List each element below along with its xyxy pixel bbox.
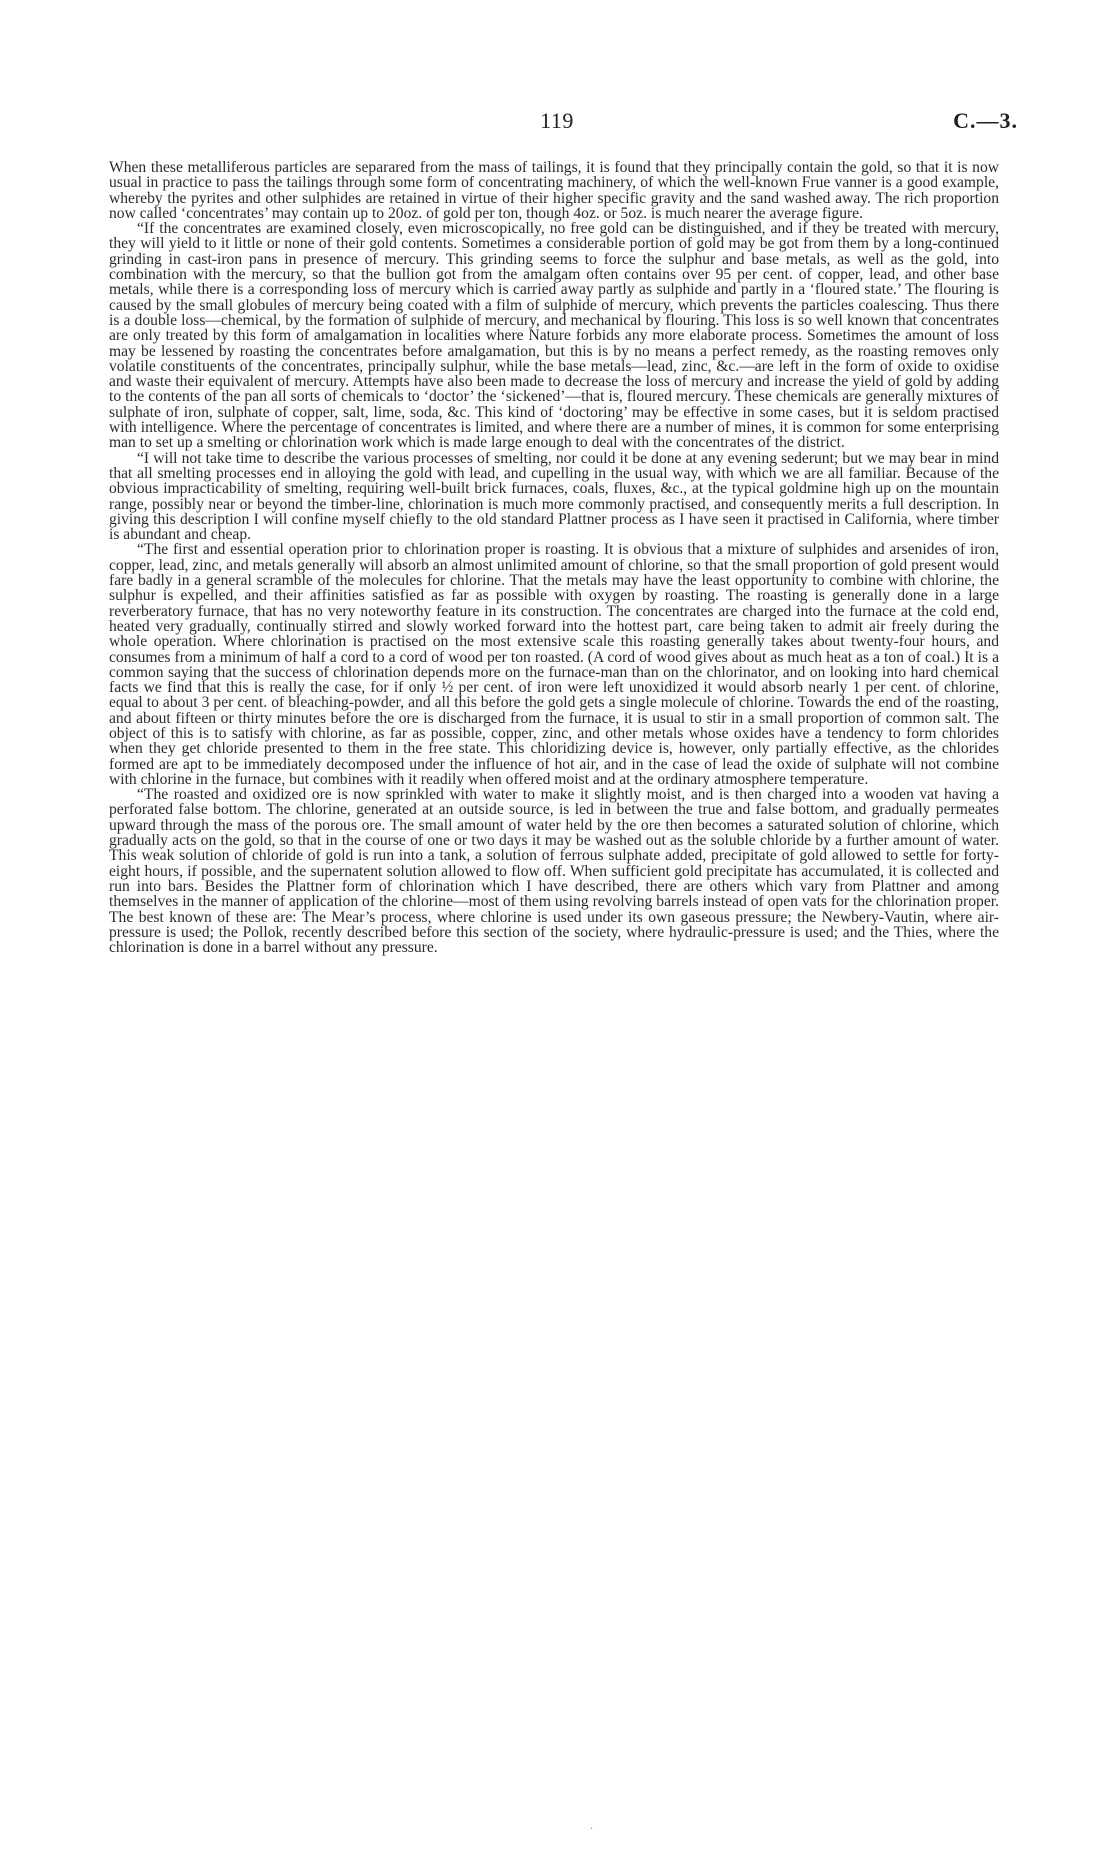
document-reference: C.—3. [953,108,1018,133]
paragraph-1: When these metalliferous particles are separared from the mass of tailings, it is found that they principally contain the gold, so that it is now usual in practice to pass the tailings through some form of concentrating machinery, of which the well-known Frue vanner is a good example, whereby the pyrites and other sulphides are retained in virtue of their higher specific gravity and the sand washed away. The rich proportion now called ‘concentrates’ may contain up to 20oz. of gold per ton, though 4oz. or 5oz. is much nearer the average figure. [109,159,999,222]
paragraph-4: “The first and essential operation prior to chlorination proper is roasting. It is obvious that a mixture of sulphides and arsenides of iron, copper, lead, zinc, and metals generally will absorb an almost unlimited amount of chlorine, so that the small proportion of gold present would fare badly in a general scramble of the molecules for chlorine. That the metals may have the least opportunity to combine with chlorine, the sulphur is expelled, and their affinities satisfied as far as possible with oxygen by roasting. The roasting is generally done in a large reverberatory furnace, that has no very noteworthy feature in its construction. The concentrates are charged into the furnace at the cold end, heated very gradually, continually stirred and slowly worked forward into the hottest part, care being taken to admit air freely during the whole operation. Where chlorination is practised on the most extensive scale this roasting generally takes about twenty-four hours, and consumes from a minimum of half a cord to a cord of wood per ton roasted. (A cord of wood gives about as much heat as a ton of coal.) It is a common saying that the success of chlorination depends more on the furnace-man than on the chlorinator, and on looking into hard chemical facts we find that this is really the case, for if only ½ per cent. of iron were left unoxidized it would absorb nearly 1 per cent. of chlorine, equal to about 3 per cent. of bleaching-powder, and all this before the gold gets a single molecule of chlorine. Towards the end of the roasting, and about fifteen or thirty minutes before the ore is discharged from the furnace, it is usual to stir in a small proportion of common salt. The object of this is to satisfy with chlorine, as far as possible, copper, zinc, and other metals whose oxides have a tendency to form chlorides when they get chloride presented to them in the free state. This chloridizing device is, however, only partially effective, as the chlorides formed are apt to be immediately decomposed under the influence of hot air, and in the case of lead the oxide of sulphate will not combine with chlorine in the furnace, but combines with it readily when offered moist and at the ordinary atmosphere temperature. [109,541,999,788]
body-text [109,160,999,955]
paragraph-5: “The roasted and oxidized ore is now sprinkled with water to make it slightly moist, and is then charged into a wooden vat having a perforated false bottom. The chlorine, generated at an outside source, is led in between the true and false bottom, and gradually permeates upward through the mass of the porous ore. The small amount of water held by the ore then becomes a saturated solution of chlorine, which gradually acts on the gold, so that in the course of one or two days it may be washed out as the soluble chloride by a further amount of water. This weak solution of chloride of gold is run into a tank, a solution of ferrous sulphate added, precipitate of gold allowed to settle for forty-eight hours, if possible, and the supernatent solution allowed to flow off. When sufficient gold precipitate has accumulated, it is collected and run into bars. Besides the Plattner form of chlorination which I have described, there are others which vary from Plattner and among themselves in the manner of application of the chlorine—most of them using revolving barrels instead of open vats for the chlorination proper. The best known of these are: The Mear’s process, where chlorine is used under its own gaseous pressure; the Newbery-Vautin, where air-pressure is used; the Pollok, recently described before this section of the society, where hydraulic-pressure is used; and the Thies, where the chlorination is done in a barrel without any pressure. [109,786,999,957]
paragraph-2: “If the concentrates are examined closely, even microscopically, no free gold can be distinguished, and if they be treated with mercury, they will yield to it little or none of their gold contents. Sometimes a considerable portion of gold may be got from them by a long-continued grinding in cast-iron pans in presence of mercury. This grinding seems to force the sulphur and base metals, as well as the gold, into combination with the mercury, so that the bullion got from the amalgam often contains over 95 per cent. of copper, lead, and other base metals, while there is a corresponding loss of mercury which is carried away partly as sulphide and partly in a ‘floured state.’ The flouring is caused by the small globules of mercury being coated with a film of sulphide of mercury, which prevents the particles coalescing. Thus there is a double loss—chemical, by the formation of sulphide of mercury, and mechanical by flouring. This loss is so well known that concentrates are only treated by this form of amalgamation in localities where Nature forbids any more elaborate process. Sometimes the amount of loss may be lessened by roasting the concentrates before amalgamation, but this is by no means a perfect remedy, as the roasting removes only volatile constituents of the concentrates, principally sulphur, while the base metals—lead, zinc, &c.—are left in the form of oxide to oxidise and waste their equivalent of mercury. Attempts have also been made to decrease the loss of mercury and increase the yield of gold by adding to the contents of the pan all sorts of chemicals to ‘doctor’ the ‘sickened’—that is, floured mercury. These chemicals are generally mixtures of sulphate of iron, sulphate of copper, salt, lime, soda, &c. This kind of ‘doctoring’ may be effective in some cases, but it is seldom practised with intelligence. Where the percentage of concentrates is limited, and where there are a number of mines, it is common for some enterprising man to set up a smelting or chlorination work which is made large enough to deal with the concentrates of the district. [109,220,999,452]
footer-mark: . [590,1818,593,1832]
page-number: 119 [540,108,574,133]
paragraph-3: “I will not take time to describe the various processes of smelting, nor could it be done at any evening sederunt; but we may bear in mind that all smelting processes end in alloying the gold with lead, and cupelling in the usual way, with which we are all familiar. Because of the obvious impracticability of smelting, requiring well-built brick furnaces, coals, fluxes, &c., at the typical goldmine high up on the mountain range, possibly near or beyond the timber-line, chlorination is much more commonly practised, and consequently merits a full description. In giving this description I will confine myself chiefly to the old standard Plattner process as I have seen it practised in California, where timber is abundant and cheap. [109,449,999,544]
